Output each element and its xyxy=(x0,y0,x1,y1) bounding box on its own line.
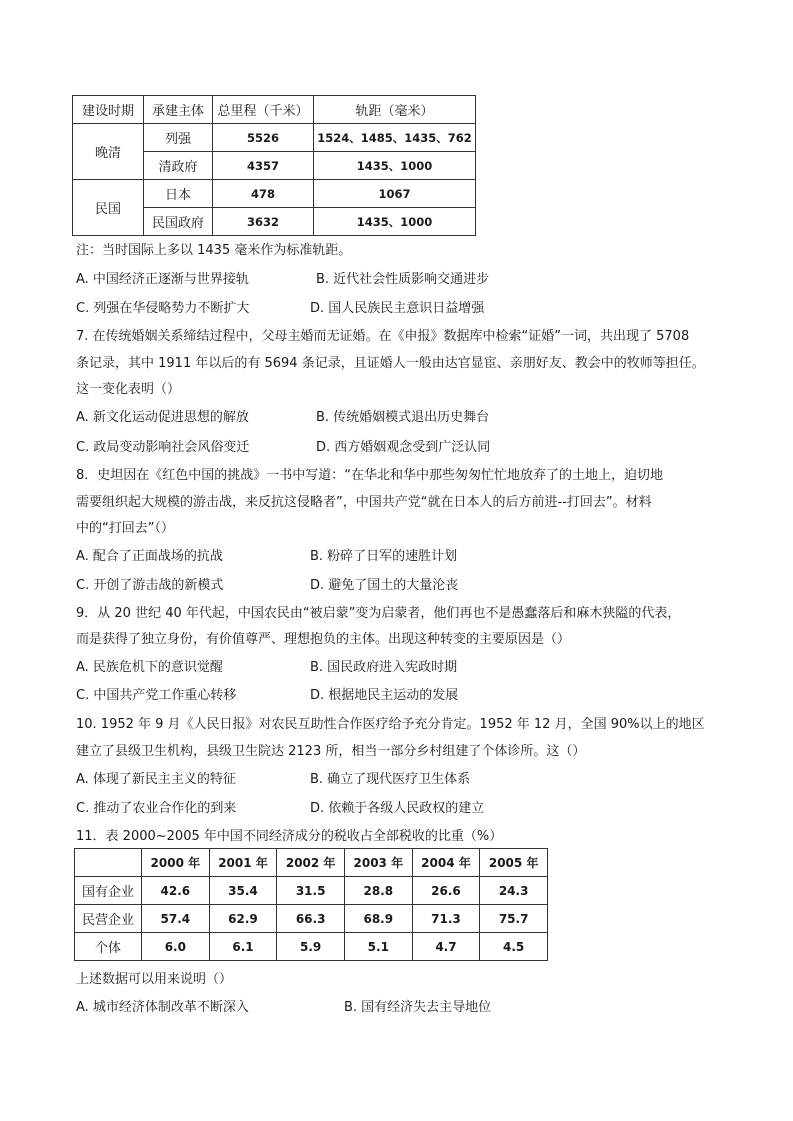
value-cell: 26.6 xyxy=(412,877,480,905)
builder-cell: 日本 xyxy=(144,180,213,208)
table-header-cell xyxy=(75,849,142,877)
q6-option-a: A. 中国经济正逐渐与世界接轨 xyxy=(76,272,249,287)
table-header-row xyxy=(75,849,548,877)
q10-option-a: A. 体现了新民主主义的特征 xyxy=(76,772,236,787)
q9-option-c: C. 中国共产党工作重心转移 xyxy=(76,688,237,703)
q7-option-d: D. 西方婚姻观念受到广泛认同 xyxy=(316,440,491,455)
table-row xyxy=(73,180,476,208)
value-cell: 5.9 xyxy=(277,933,345,961)
value-cell: 6.0 xyxy=(142,933,210,961)
railway-table xyxy=(72,95,476,236)
value-cell: 35.4 xyxy=(209,877,277,905)
builder-cell: 民国政府 xyxy=(144,208,213,236)
value-cell: 68.9 xyxy=(344,905,412,933)
q8-option-b: B. 粉碎了日军的速胜计划 xyxy=(310,549,458,564)
table-row xyxy=(73,124,476,152)
q7-option-c: C. 政局变动影响社会风俗变迁 xyxy=(76,440,250,455)
gauge-cell: 1067 xyxy=(314,180,476,208)
q10-stem-line: 10. 1952 年 9 月《人民日报》对农民互助性合作医疗给予充分肯定。1952 年 12 月，全国 90%以上的地区 xyxy=(76,717,705,732)
mileage-cell: 4357 xyxy=(213,152,314,180)
q9-option-a: A. 民族危机下的意识觉醒 xyxy=(76,660,223,675)
q10-stem-line: 建立了县级卫生机构，县级卫生院达 2123 所，相当一部分乡村组建了个体诊所。这（） xyxy=(76,744,586,759)
period-cell: 民国 xyxy=(73,180,144,236)
q11-stem: 上述数据可以用来说明（） xyxy=(76,972,233,987)
q6-option-c: C. 列强在华侵略势力不断扩大 xyxy=(76,301,250,316)
q6-option-d: D. 国人民族民主意识日益增强 xyxy=(310,301,485,316)
value-cell: 4.5 xyxy=(480,933,548,961)
q9-stem-line: 9．从 20 世纪 40 年代起，中国农民由“被启蒙”变为启蒙者，他们再也不是愚蠢落后和麻木狭隘的代表， xyxy=(76,606,681,621)
value-cell: 24.3 xyxy=(480,877,548,905)
table-header-cell: 总里程（千米） xyxy=(213,96,314,124)
q7-option-b: B. 传统婚姻模式退出历史舞台 xyxy=(316,410,490,425)
q9-option-d: D. 根据地民主运动的发展 xyxy=(310,688,459,703)
value-cell: 62.9 xyxy=(209,905,277,933)
value-cell: 6.1 xyxy=(209,933,277,961)
q8-stem-line: 8．史坦因在《红色中国的挑战》一书中写道：“在华北和华中那些匆匆忙忙地放弃了的土地上，迫切地 xyxy=(76,468,664,483)
value-cell: 5.1 xyxy=(344,933,412,961)
q7-stem-line: 条记录，其中 1911 年以后的有 5694 条记录，且证婚人一般由达官显宦、亲朋好友、教会中的牧师等担任。 xyxy=(76,356,705,371)
q11-option-b: B. 国有经济失去主导地位 xyxy=(344,1000,492,1015)
value-cell: 57.4 xyxy=(142,905,210,933)
q11-option-a: A. 城市经济体制改革不断深入 xyxy=(76,1000,249,1015)
table-note: 注：当时国际上多以 1435 毫米作为标准轨距。 xyxy=(76,243,352,258)
row-label-cell: 国有企业 xyxy=(75,877,142,905)
year-header-cell: 2003 年 xyxy=(344,849,412,877)
mileage-cell: 3632 xyxy=(213,208,314,236)
value-cell: 28.8 xyxy=(344,877,412,905)
q8-option-d: D. 避免了国土的大量沦丧 xyxy=(310,578,459,593)
value-cell: 66.3 xyxy=(277,905,345,933)
period-cell: 晚清 xyxy=(73,124,144,180)
year-header-cell: 2005 年 xyxy=(480,849,548,877)
q8-option-a: A. 配合了正面战场的抗战 xyxy=(76,549,223,564)
value-cell: 42.6 xyxy=(142,877,210,905)
q11-title: 11．表 2000~2005 年中国不同经济成分的税收占全部税收的比重（%） xyxy=(76,829,503,844)
row-label-cell: 个体 xyxy=(75,933,142,961)
mileage-cell: 478 xyxy=(213,180,314,208)
gauge-cell: 1435、1000 xyxy=(314,208,476,236)
value-cell: 4.7 xyxy=(412,933,480,961)
year-header-cell: 2001 年 xyxy=(209,849,277,877)
q8-stem-line: 需要组织起大规模的游击战，来反抗这侵略者”，中国共产党“就在日本人的后方前进--打回去”。材料 xyxy=(76,495,652,510)
gauge-cell: 1435、1000 xyxy=(314,152,476,180)
table-row xyxy=(75,877,548,905)
q10-option-c: C. 推动了农业合作化的到来 xyxy=(76,801,237,816)
builder-cell: 清政府 xyxy=(144,152,213,180)
mileage-cell: 5526 xyxy=(213,124,314,152)
q10-option-b: B. 确立了现代医疗卫生体系 xyxy=(310,772,471,787)
year-header-cell: 2000 年 xyxy=(142,849,210,877)
year-header-cell: 2004 年 xyxy=(412,849,480,877)
table-header-cell: 建设时期 xyxy=(73,96,144,124)
value-cell: 75.7 xyxy=(480,905,548,933)
q6-option-b: B. 近代社会性质影响交通进步 xyxy=(316,272,490,287)
table-header-row xyxy=(73,96,476,124)
value-cell: 31.5 xyxy=(277,877,345,905)
gauge-cell: 1524、1485、1435、762 xyxy=(314,124,476,152)
table-header-cell: 承建主体 xyxy=(144,96,213,124)
table-header-cell: 轨距（毫米） xyxy=(314,96,476,124)
table-row xyxy=(75,933,548,961)
q7-option-a: A. 新文化运动促进思想的解放 xyxy=(76,410,249,425)
table-row xyxy=(75,905,548,933)
tax-share-table xyxy=(74,848,548,961)
q8-option-c: C. 开创了游击战的新模式 xyxy=(76,578,224,593)
q8-stem-line: 中的“打回去”（） xyxy=(76,521,174,536)
builder-cell: 列强 xyxy=(144,124,213,152)
q9-stem-line: 而是获得了独立身份，有价值尊严、理想抱负的主体。出现这种转变的主要原因是（） xyxy=(76,632,571,647)
q7-stem-line: 7. 在传统婚姻关系缔结过程中，父母主婚而无证婚。在《申报》数据库中检索“证婚”一词，共出现了 5708 xyxy=(76,329,690,344)
year-header-cell: 2002 年 xyxy=(277,849,345,877)
q10-option-d: D. 依赖于各级人民政权的建立 xyxy=(310,801,485,816)
value-cell: 71.3 xyxy=(412,905,480,933)
q7-stem-line: 这一变化表明（） xyxy=(76,382,181,397)
q9-option-b: B. 国民政府进入宪政时期 xyxy=(310,660,458,675)
row-label-cell: 民营企业 xyxy=(75,905,142,933)
